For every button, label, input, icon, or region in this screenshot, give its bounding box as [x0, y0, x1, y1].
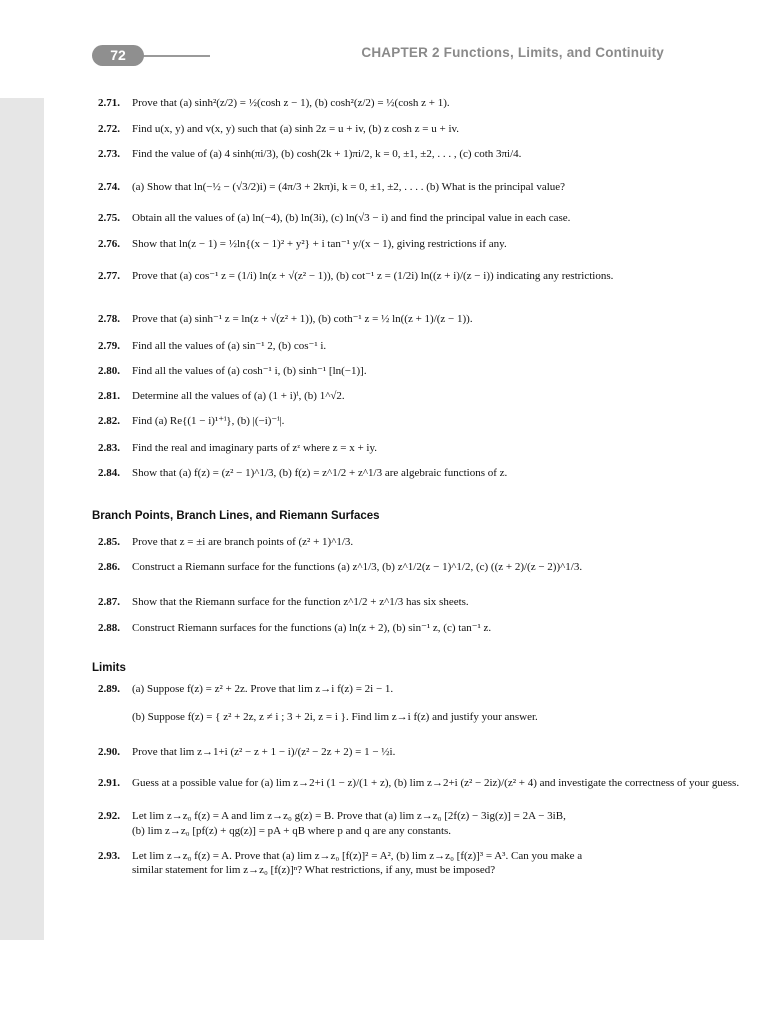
problem-number: 2.73.: [98, 148, 120, 160]
page-number-badge: 72: [92, 45, 144, 66]
problem-number: 2.93.: [98, 850, 120, 862]
problem-2-79: [98, 340, 326, 353]
problem-2-77: [98, 270, 613, 283]
problem-2-82: [98, 415, 284, 428]
page-margin-band: [0, 98, 44, 940]
problem-2-72: [98, 123, 459, 136]
problem-text: Show that ln(z − 1) = ½ln{(x − 1)² + y²} + i tan⁻¹ y/(x − 1), giving restrictions if any.: [132, 238, 507, 250]
problem-2-89-part-b: (b) Suppose f(z) = { z² + 2z, z ≠ i ; 3 + 2i, z = i }. Find lim z→i f(z) and justify your answer.: [132, 711, 538, 723]
problem-2-89: [98, 683, 393, 696]
problem-text: Find all the values of (a) sin⁻¹ 2, (b) cos⁻¹ i.: [132, 340, 327, 352]
problem-number: 2.92.: [98, 810, 120, 822]
problem-number: 2.78.: [98, 313, 120, 325]
problem-number: 2.88.: [98, 622, 120, 634]
problem-text: (a) Suppose f(z) = z² + 2z. Prove that lim z→i f(z) = 2i − 1.: [132, 683, 394, 695]
problem-number: 2.85.: [98, 536, 120, 548]
problem-number: 2.81.: [98, 390, 120, 402]
problem-2-78: [98, 313, 473, 326]
section-heading-limits: Limits: [92, 662, 126, 674]
problem-text: Construct a Riemann surface for the functions (a) z^1/3, (b) z^1/2(z − 1)^1/2, (c) ((z + 2)/(z − 2))^1/3.: [132, 561, 583, 573]
problem-2-88: [98, 622, 491, 635]
problem-text: Prove that (a) cos⁻¹ z = (1/i) ln(z + √(z² − 1)), (b) cot⁻¹ z = (1/2i) ln((z + i)/(z − i)) indicating any restrictions.: [132, 270, 614, 282]
problem-2-92: [98, 810, 566, 823]
problem-text: Prove that (a) sinh⁻¹ z = ln(z + √(z² + 1)), (b) coth⁻¹ z = ½ ln((z + 1)/(z − 1)).: [132, 313, 473, 325]
problem-text: Prove that z = ±i are branch points of (z² + 1)^1/3.: [132, 536, 354, 548]
problem-text: Show that the Riemann surface for the function z^1/2 + z^1/3 has six sheets.: [132, 596, 469, 608]
problem-number: 2.77.: [98, 270, 120, 282]
problem-text: Find all the values of (a) cosh⁻¹ i, (b) sinh⁻¹ [ln(−1)].: [132, 365, 367, 377]
problem-2-87: [98, 596, 469, 609]
problem-2-83: [98, 442, 377, 455]
problem-number: 2.76.: [98, 238, 120, 250]
problem-2-90: [98, 746, 395, 759]
problem-2-75: [98, 212, 570, 225]
problem-number: 2.71.: [98, 97, 120, 109]
problem-2-92-part-b: (b) lim z→z₀ [pf(z) + qg(z)] = pA + qB where p and q are any constants.: [132, 825, 452, 837]
problem-number: 2.90.: [98, 746, 120, 758]
problem-text: Determine all the values of (a) (1 + i)ⁱ, (b) 1^√2.: [132, 390, 345, 402]
problem-text: Find the value of (a) 4 sinh(πi/3), (b) cosh(2k + 1)πi/2, k = 0, ±1, ±2, . . . , (c) coth 3πi/4.: [132, 148, 522, 160]
problem-number: 2.86.: [98, 561, 120, 573]
problem-2-80: [98, 365, 367, 378]
problem-2-84: [98, 467, 507, 480]
problem-2-74: [98, 181, 565, 194]
problem-2-85: [98, 536, 353, 549]
problem-2-73: [98, 148, 521, 161]
problem-text: Find u(x, y) and v(x, y) such that (a) sinh 2z = u + iv, (b) z cosh z = u + iv.: [132, 123, 460, 135]
problem-text: Obtain all the values of (a) ln(−4), (b) ln(3i), (c) ln(√3 − i) and find the principal value in each case.: [132, 212, 571, 224]
problem-2-93-continued: similar statement for lim z→z₀ [f(z)]ⁿ? What restrictions, if any, must be imposed?: [132, 864, 496, 876]
chapter-title: CHAPTER 2 Functions, Limits, and Continuity: [361, 45, 664, 60]
problem-number: 2.80.: [98, 365, 120, 377]
problem-number: 2.74.: [98, 181, 120, 193]
problem-2-86: [98, 561, 582, 574]
problem-2-76: [98, 238, 507, 251]
problem-text: Guess at a possible value for (a) lim z→2+i (1 − z)/(1 + z), (b) lim z→2+i (z² − 2iz)/(z² + 4) and investigate the correctness of your guess.: [132, 777, 740, 789]
problem-text: Prove that (a) sinh²(z/2) = ½(cosh z − 1), (b) cosh²(z/2) = ½(cosh z + 1).: [132, 97, 450, 109]
problem-2-91: [98, 777, 739, 790]
problem-text: Find the real and imaginary parts of zᶻ where z = x + iy.: [132, 442, 378, 454]
problem-text: Construct Riemann surfaces for the functions (a) ln(z + 2), (b) sin⁻¹ z, (c) tan⁻¹ z.: [132, 622, 492, 634]
problem-number: 2.84.: [98, 467, 120, 479]
problem-number: 2.75.: [98, 212, 120, 224]
problem-text: (a) Show that ln(−½ − (√3/2)i) = (4π/3 + 2kπ)i, k = 0, ±1, ±2, . . . . (b) What is the principal value?: [132, 181, 566, 193]
problem-number: 2.91.: [98, 777, 120, 789]
problem-text: Let lim z→z₀ f(z) = A. Prove that (a) lim z→z₀ [f(z)]² = A², (b) lim z→z₀ [f(z)]³ = A³. Can you make a: [132, 850, 583, 862]
problem-2-71: [98, 97, 450, 110]
problem-text: Let lim z→z₀ f(z) = A and lim z→z₀ g(z) = B. Prove that (a) lim z→z₀ [2f(z) − 3ig(z)] = 2A − 3iB,: [132, 810, 566, 822]
problem-text: Show that (a) f(z) = (z² − 1)^1/3, (b) f(z) = z^1/2 + z^1/3 are algebraic functions of z.: [132, 467, 508, 479]
problem-number: 2.72.: [98, 123, 120, 135]
section-heading-branch: Branch Points, Branch Lines, and Riemann Surfaces: [92, 510, 380, 522]
problem-number: 2.89.: [98, 683, 120, 695]
problem-number: 2.83.: [98, 442, 120, 454]
problem-number: 2.79.: [98, 340, 120, 352]
problem-text: Find (a) Re{(1 − i)¹⁺ⁱ}, (b) |(−i)⁻ⁱ|.: [132, 415, 285, 427]
problem-2-93: [98, 850, 582, 863]
problem-number: 2.82.: [98, 415, 120, 427]
problem-text: Prove that lim z→1+i (z² − z + 1 − i)/(z² − 2z + 2) = 1 − ½i.: [132, 746, 396, 758]
problem-number: 2.87.: [98, 596, 120, 608]
problem-2-81: [98, 390, 345, 403]
